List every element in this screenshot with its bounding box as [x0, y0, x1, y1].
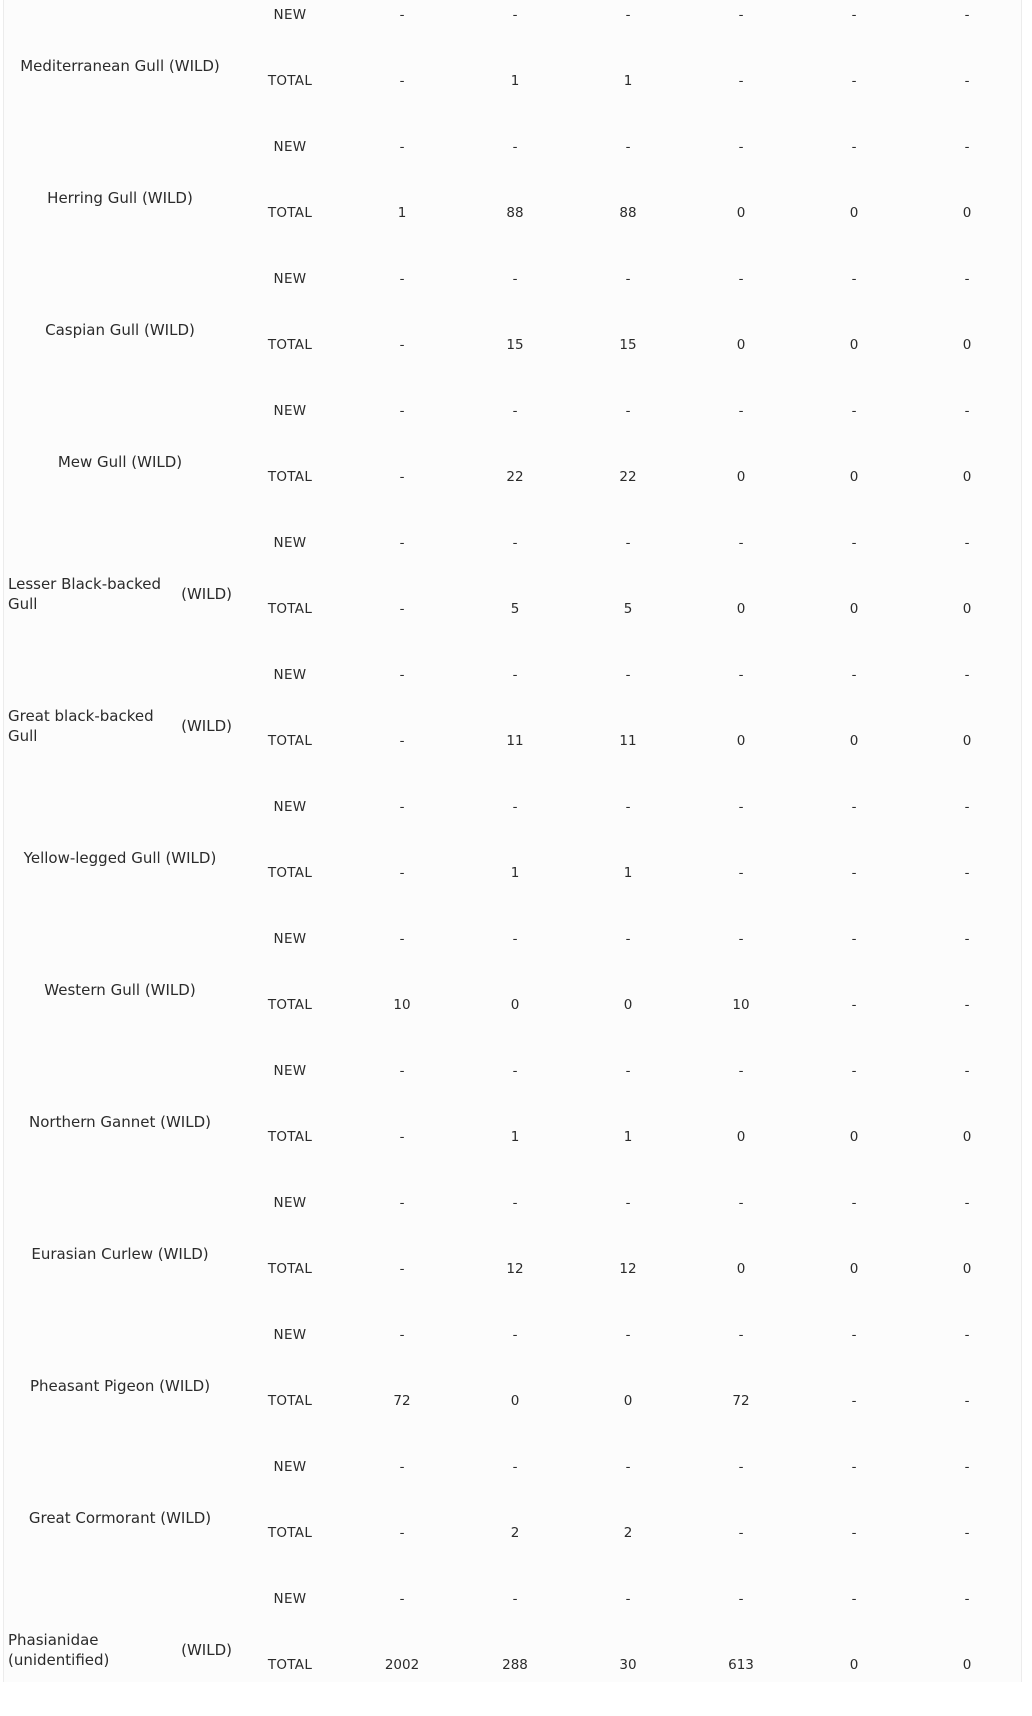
value-cell: -: [399, 271, 405, 287]
value-cell: 10: [732, 997, 750, 1013]
value-cell: -: [851, 865, 857, 881]
value-cell: -: [964, 931, 970, 947]
value-cell: -: [625, 1591, 631, 1607]
value-cell: -: [399, 1129, 405, 1145]
value-cell: 0: [736, 733, 746, 749]
total-label: TOTAL: [267, 997, 313, 1013]
value-cell: -: [399, 1063, 405, 1079]
value-cell: 1: [510, 865, 520, 881]
value-cell: -: [851, 997, 857, 1013]
value-cell: 0: [962, 205, 972, 221]
value-cell: -: [851, 1063, 857, 1079]
species-name: Lesser Black-backed Gull (WILD): [8, 575, 232, 613]
value-cell: -: [851, 1591, 857, 1607]
value-cell: -: [625, 271, 631, 287]
value-cell: 1: [623, 865, 633, 881]
value-cell: 0: [849, 1657, 859, 1673]
value-cell: 10: [393, 997, 411, 1013]
value-cell: -: [738, 865, 744, 881]
value-cell: -: [399, 337, 405, 353]
value-cell: -: [512, 1063, 518, 1079]
value-cell: -: [625, 1063, 631, 1079]
species-name: Yellow-legged Gull (WILD): [23, 849, 217, 867]
value-cell: 0: [962, 733, 972, 749]
value-cell: 5: [623, 601, 633, 617]
value-cell: 11: [619, 733, 637, 749]
value-cell: -: [512, 1195, 518, 1211]
total-label: TOTAL: [267, 1525, 313, 1541]
value-cell: 2: [510, 1525, 520, 1541]
value-cell: -: [964, 271, 970, 287]
value-cell: -: [512, 799, 518, 815]
value-cell: 613: [728, 1657, 754, 1673]
value-cell: -: [964, 1327, 970, 1343]
value-cell: -: [964, 1195, 970, 1211]
value-cell: -: [399, 469, 405, 485]
total-label: TOTAL: [267, 73, 313, 89]
value-cell: 22: [619, 469, 637, 485]
species-block: [4, 1452, 1021, 1584]
species-block: [4, 1584, 1021, 1716]
value-cell: 0: [736, 1129, 746, 1145]
total-label: TOTAL: [267, 733, 313, 749]
new-label: NEW: [273, 139, 307, 155]
value-cell: 0: [623, 1393, 633, 1409]
value-cell: -: [399, 667, 405, 683]
species-name: Great Cormorant (WILD): [28, 1509, 212, 1527]
value-cell: -: [964, 1525, 970, 1541]
value-cell: 288: [502, 1657, 528, 1673]
species-name: Northern Gannet (WILD): [29, 1113, 211, 1131]
value-cell: 0: [623, 997, 633, 1013]
value-cell: 88: [506, 205, 524, 221]
value-cell: 1: [510, 1129, 520, 1145]
value-cell: -: [399, 73, 405, 89]
species-name: Mediterranean Gull (WILD): [20, 57, 220, 75]
value-cell: -: [964, 865, 970, 881]
total-label: TOTAL: [267, 865, 313, 881]
value-cell: -: [399, 403, 405, 419]
value-cell: -: [738, 139, 744, 155]
value-cell: 22: [506, 469, 524, 485]
value-cell: -: [851, 799, 857, 815]
value-cell: -: [512, 535, 518, 551]
value-cell: -: [625, 931, 631, 947]
value-cell: 0: [962, 1129, 972, 1145]
value-cell: -: [851, 535, 857, 551]
total-row: [4, 335, 1021, 355]
value-cell: 88: [619, 205, 637, 221]
value-cell: 1: [397, 205, 407, 221]
new-row: [4, 1193, 1021, 1213]
value-cell: 0: [736, 337, 746, 353]
value-cell: -: [964, 1393, 970, 1409]
value-cell: -: [738, 1525, 744, 1541]
total-row: [4, 599, 1021, 619]
value-cell: -: [399, 865, 405, 881]
value-cell: -: [399, 931, 405, 947]
new-row: [4, 137, 1021, 157]
value-cell: -: [738, 73, 744, 89]
value-cell: -: [512, 271, 518, 287]
value-cell: -: [512, 403, 518, 419]
value-cell: 1: [510, 73, 520, 89]
value-cell: -: [964, 535, 970, 551]
value-cell: -: [399, 1591, 405, 1607]
total-label: TOTAL: [267, 1393, 313, 1409]
value-cell: -: [964, 1591, 970, 1607]
species-name: Great black-backed Gull (WILD): [8, 707, 232, 745]
new-row: [4, 797, 1021, 817]
value-cell: -: [512, 1459, 518, 1475]
value-cell: -: [625, 1327, 631, 1343]
new-row: [4, 1457, 1021, 1477]
value-cell: 12: [619, 1261, 637, 1277]
total-label: TOTAL: [267, 337, 313, 353]
total-row: [4, 1391, 1021, 1411]
value-cell: 0: [962, 1261, 972, 1277]
value-cell: -: [399, 139, 405, 155]
new-label: NEW: [273, 1459, 307, 1475]
value-cell: -: [399, 535, 405, 551]
species-block: [4, 924, 1021, 1056]
species-name: Phasianidae (unidentified) (WILD): [8, 1631, 232, 1669]
value-cell: -: [512, 7, 518, 23]
value-cell: 0: [962, 601, 972, 617]
new-label: NEW: [273, 667, 307, 683]
value-cell: -: [851, 1393, 857, 1409]
new-row: [4, 1589, 1021, 1609]
value-cell: -: [738, 1591, 744, 1607]
value-cell: 1: [623, 73, 633, 89]
value-cell: -: [625, 7, 631, 23]
value-cell: -: [625, 535, 631, 551]
new-label: NEW: [273, 1063, 307, 1079]
species-name: Pheasant Pigeon (WILD): [29, 1377, 211, 1395]
value-cell: -: [738, 403, 744, 419]
new-row: [4, 665, 1021, 685]
species-block: [4, 528, 1021, 660]
value-cell: -: [851, 1525, 857, 1541]
value-cell: 0: [849, 601, 859, 617]
value-cell: -: [964, 667, 970, 683]
new-row: [4, 401, 1021, 421]
species-name: Herring Gull (WILD): [47, 189, 193, 207]
new-row: [4, 269, 1021, 289]
value-cell: -: [738, 1327, 744, 1343]
value-cell: -: [964, 1459, 970, 1475]
species-block: [4, 1056, 1021, 1188]
value-cell: 15: [619, 337, 637, 353]
value-cell: -: [964, 73, 970, 89]
value-cell: 72: [732, 1393, 750, 1409]
value-cell: -: [625, 1459, 631, 1475]
value-cell: 0: [849, 1129, 859, 1145]
value-cell: -: [851, 139, 857, 155]
value-cell: 0: [962, 337, 972, 353]
new-label: NEW: [273, 931, 307, 947]
total-row: [4, 1127, 1021, 1147]
total-label: TOTAL: [267, 205, 313, 221]
value-cell: -: [851, 1195, 857, 1211]
value-cell: 2: [623, 1525, 633, 1541]
value-cell: -: [851, 271, 857, 287]
value-cell: -: [851, 7, 857, 23]
value-cell: 0: [736, 1261, 746, 1277]
species-block: [4, 264, 1021, 396]
value-cell: -: [625, 139, 631, 155]
value-cell: -: [625, 1195, 631, 1211]
value-cell: -: [399, 601, 405, 617]
total-row: [4, 731, 1021, 751]
value-cell: -: [851, 1327, 857, 1343]
new-row: [4, 1061, 1021, 1081]
value-cell: -: [964, 7, 970, 23]
species-name: Caspian Gull (WILD): [45, 321, 195, 339]
value-cell: 1: [623, 1129, 633, 1145]
value-cell: 15: [506, 337, 524, 353]
value-cell: 0: [962, 469, 972, 485]
value-cell: -: [625, 667, 631, 683]
value-cell: 0: [849, 733, 859, 749]
total-row: [4, 995, 1021, 1015]
new-label: NEW: [273, 271, 307, 287]
total-label: TOTAL: [267, 601, 313, 617]
value-cell: -: [738, 7, 744, 23]
value-cell: -: [399, 1525, 405, 1541]
value-cell: -: [399, 733, 405, 749]
value-cell: 5: [510, 601, 520, 617]
new-row: [4, 929, 1021, 949]
value-cell: -: [851, 403, 857, 419]
total-label: TOTAL: [267, 1657, 313, 1673]
total-row: [4, 71, 1021, 91]
total-row: [4, 1259, 1021, 1279]
new-label: NEW: [273, 1327, 307, 1343]
total-label: TOTAL: [267, 1129, 313, 1145]
species-name: Western Gull (WILD): [44, 981, 196, 999]
value-cell: 0: [849, 469, 859, 485]
new-label: NEW: [273, 799, 307, 815]
species-block: [4, 1188, 1021, 1320]
value-cell: -: [964, 997, 970, 1013]
new-row: [4, 533, 1021, 553]
value-cell: 72: [393, 1393, 411, 1409]
value-cell: 0: [736, 469, 746, 485]
value-cell: 0: [510, 1393, 520, 1409]
total-row: [4, 863, 1021, 883]
total-row: [4, 1655, 1021, 1675]
value-cell: -: [738, 667, 744, 683]
value-cell: -: [851, 1459, 857, 1475]
value-cell: -: [399, 799, 405, 815]
value-cell: 11: [506, 733, 524, 749]
value-cell: -: [738, 1195, 744, 1211]
value-cell: -: [738, 535, 744, 551]
species-name: Mew Gull (WILD): [57, 453, 183, 471]
value-cell: -: [399, 7, 405, 23]
value-cell: -: [851, 931, 857, 947]
total-label: TOTAL: [267, 1261, 313, 1277]
value-cell: -: [625, 799, 631, 815]
new-label: NEW: [273, 535, 307, 551]
value-cell: 0: [736, 205, 746, 221]
species-block: [4, 396, 1021, 528]
total-row: [4, 1523, 1021, 1543]
new-label: NEW: [273, 7, 307, 23]
species-block: [4, 792, 1021, 924]
value-cell: -: [964, 139, 970, 155]
total-row: [4, 203, 1021, 223]
value-cell: -: [738, 271, 744, 287]
value-cell: -: [399, 1327, 405, 1343]
value-cell: 2002: [384, 1657, 420, 1673]
value-cell: -: [399, 1195, 405, 1211]
value-cell: -: [512, 1591, 518, 1607]
value-cell: -: [738, 1063, 744, 1079]
value-cell: 0: [510, 997, 520, 1013]
value-cell: -: [512, 1327, 518, 1343]
value-cell: -: [738, 1459, 744, 1475]
species-block: [4, 660, 1021, 792]
value-cell: 0: [849, 1261, 859, 1277]
new-row: [4, 1325, 1021, 1345]
value-cell: 0: [736, 601, 746, 617]
total-label: TOTAL: [267, 469, 313, 485]
value-cell: -: [738, 931, 744, 947]
value-cell: 12: [506, 1261, 524, 1277]
new-label: NEW: [273, 403, 307, 419]
value-cell: -: [964, 799, 970, 815]
value-cell: -: [512, 139, 518, 155]
value-cell: 0: [849, 337, 859, 353]
value-cell: -: [851, 667, 857, 683]
new-label: NEW: [273, 1195, 307, 1211]
value-cell: -: [399, 1261, 405, 1277]
value-cell: 0: [849, 205, 859, 221]
total-row: [4, 467, 1021, 487]
value-cell: -: [851, 73, 857, 89]
value-cell: 0: [962, 1657, 972, 1673]
species-block: [4, 132, 1021, 264]
value-cell: -: [964, 1063, 970, 1079]
value-cell: -: [964, 403, 970, 419]
value-cell: 30: [619, 1657, 637, 1673]
new-label: NEW: [273, 1591, 307, 1607]
value-cell: -: [512, 667, 518, 683]
value-cell: -: [399, 1459, 405, 1475]
report-table: [3, 0, 1022, 1682]
value-cell: -: [512, 931, 518, 947]
value-cell: -: [738, 799, 744, 815]
species-block: [4, 1320, 1021, 1452]
species-name: Eurasian Curlew (WILD): [31, 1245, 209, 1263]
new-row: [4, 5, 1021, 25]
value-cell: -: [625, 403, 631, 419]
species-block: [4, 0, 1021, 132]
